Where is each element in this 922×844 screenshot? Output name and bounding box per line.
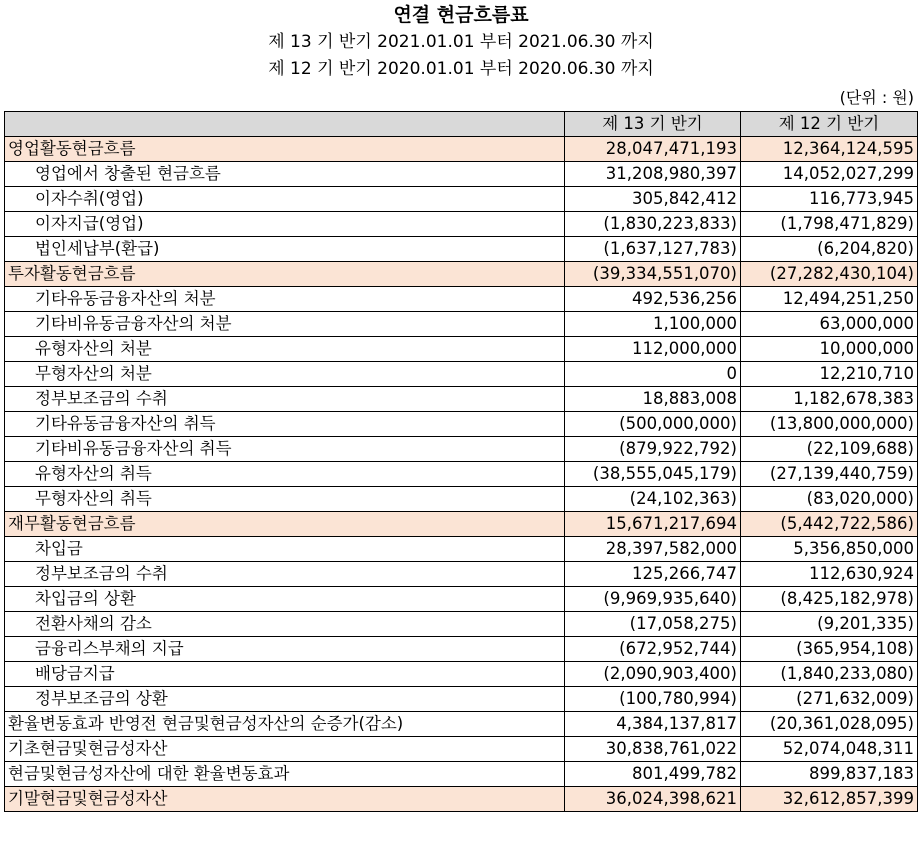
row-label: 정부보조금의 상환 [5,687,565,712]
row-current-value: 31,208,980,397 [565,162,741,187]
row-prior-value: (6,204,820) [741,237,918,262]
row-label: 차입금 [5,537,565,562]
table-row [5,437,918,462]
row-current-value: (672,952,744) [565,637,741,662]
row-current-value: (39,334,551,070) [565,262,741,287]
table-row [5,687,918,712]
table-row [5,162,918,187]
period-prior: 제 12 기 반기 2020.01.01 부터 2020.06.30 까지 [268,59,654,79]
row-label: 유형자산의 취득 [5,462,565,487]
table-row [5,487,918,512]
row-prior-value: 12,210,710 [741,362,918,387]
row-label: 기말현금및현금성자산 [5,787,565,812]
row-current-value: 28,047,471,193 [565,137,741,162]
row-current-value: 125,266,747 [565,562,741,587]
table-row [5,337,918,362]
row-current-value: (9,969,935,640) [565,587,741,612]
row-prior-value: 12,494,251,250 [741,287,918,312]
row-prior-value: (5,442,722,586) [741,512,918,537]
row-prior-value: (271,632,009) [741,687,918,712]
row-current-value: (500,000,000) [565,412,741,437]
row-label: 영업활동현금흐름 [5,137,565,162]
row-label: 기타비유동금융자산의 취득 [5,437,565,462]
row-prior-value: (9,201,335) [741,612,918,637]
row-label: 정부보조금의 수취 [5,387,565,412]
row-label: 기타비유동금융자산의 처분 [5,312,565,337]
row-label: 재무활동현금흐름 [5,512,565,537]
row-prior-value: (20,361,028,095) [741,712,918,737]
table-row [5,137,918,162]
row-label: 기초현금및현금성자산 [5,737,565,762]
table-row [5,787,918,812]
row-current-value: 4,384,137,817 [565,712,741,737]
header-prior-period: 제 12 기 반기 [741,112,918,137]
row-label: 환율변동효과 반영전 현금및현금성자산의 순증가(감소) [5,712,565,737]
row-prior-value: 52,074,048,311 [741,737,918,762]
row-current-value: (100,780,994) [565,687,741,712]
row-label: 무형자산의 처분 [5,362,565,387]
unit-label: (단위 : 원) [839,88,914,107]
row-current-value: 18,883,008 [565,387,741,412]
row-label: 전환사채의 감소 [5,612,565,637]
header-current-period: 제 13 기 반기 [565,112,741,137]
row-current-value: (17,058,275) [565,612,741,637]
table-row [5,712,918,737]
table-row [5,662,918,687]
table-row [5,387,918,412]
row-current-value: 30,838,761,022 [565,737,741,762]
table-row [5,537,918,562]
row-label: 기타유동금융자산의 취득 [5,412,565,437]
table-row [5,212,918,237]
table-row [5,587,918,612]
row-label: 유형자산의 처분 [5,337,565,362]
table-row [5,762,918,787]
row-prior-value: (27,282,430,104) [741,262,918,287]
table-row [5,512,918,537]
row-current-value: (1,830,223,833) [565,212,741,237]
row-current-value: (2,090,903,400) [565,662,741,687]
header-label-cell [5,112,565,137]
row-current-value: (24,102,363) [565,487,741,512]
table-row [5,637,918,662]
row-prior-value: 12,364,124,595 [741,137,918,162]
row-current-value: (1,637,127,783) [565,237,741,262]
row-current-value: (879,922,792) [565,437,741,462]
row-label: 차입금의 상환 [5,587,565,612]
cash-flow-table [4,111,918,812]
statement-title: 연결 현금흐름표 [393,4,529,26]
row-prior-value: 32,612,857,399 [741,787,918,812]
row-label: 금융리스부채의 지급 [5,637,565,662]
row-label: 정부보조금의 수취 [5,562,565,587]
row-current-value: 801,499,782 [565,762,741,787]
period-current: 제 13 기 반기 2021.01.01 부터 2021.06.30 까지 [268,32,654,52]
row-prior-value: (13,800,000,000) [741,412,918,437]
table-row [5,187,918,212]
row-label: 이자지급(영업) [5,212,565,237]
row-current-value: 28,397,582,000 [565,537,741,562]
row-label: 무형자산의 취득 [5,487,565,512]
row-prior-value: 5,356,850,000 [741,537,918,562]
row-prior-value: 14,052,027,299 [741,162,918,187]
row-label: 배당금지급 [5,662,565,687]
row-prior-value: (22,109,688) [741,437,918,462]
row-label: 투자활동현금흐름 [5,262,565,287]
row-prior-value: (365,954,108) [741,637,918,662]
table-row [5,287,918,312]
table-row [5,737,918,762]
row-label: 기타유동금융자산의 처분 [5,287,565,312]
row-current-value: 0 [565,362,741,387]
row-label: 이자수취(영업) [5,187,565,212]
row-prior-value: (1,840,233,080) [741,662,918,687]
table-row [5,237,918,262]
table-row [5,612,918,637]
table-header-row [5,112,918,137]
row-current-value: 1,100,000 [565,312,741,337]
row-prior-value: (27,139,440,759) [741,462,918,487]
table-row [5,562,918,587]
table-row [5,462,918,487]
row-label: 현금및현금성자산에 대한 환율변동효과 [5,762,565,787]
row-prior-value: (83,020,000) [741,487,918,512]
row-current-value: 492,536,256 [565,287,741,312]
row-prior-value: 1,182,678,383 [741,387,918,412]
row-current-value: 36,024,398,621 [565,787,741,812]
row-prior-value: (1,798,471,829) [741,212,918,237]
row-prior-value: 899,837,183 [741,762,918,787]
row-label: 영업에서 창출된 현금흐름 [5,162,565,187]
row-current-value: 305,842,412 [565,187,741,212]
table-row [5,412,918,437]
row-prior-value: 10,000,000 [741,337,918,362]
row-label: 법인세납부(환급) [5,237,565,262]
row-prior-value: 112,630,924 [741,562,918,587]
table-row [5,312,918,337]
row-prior-value: 116,773,945 [741,187,918,212]
row-current-value: 15,671,217,694 [565,512,741,537]
row-prior-value: (8,425,182,978) [741,587,918,612]
row-prior-value: 63,000,000 [741,312,918,337]
table-row [5,362,918,387]
table-row [5,262,918,287]
row-current-value: (38,555,045,179) [565,462,741,487]
row-current-value: 112,000,000 [565,337,741,362]
